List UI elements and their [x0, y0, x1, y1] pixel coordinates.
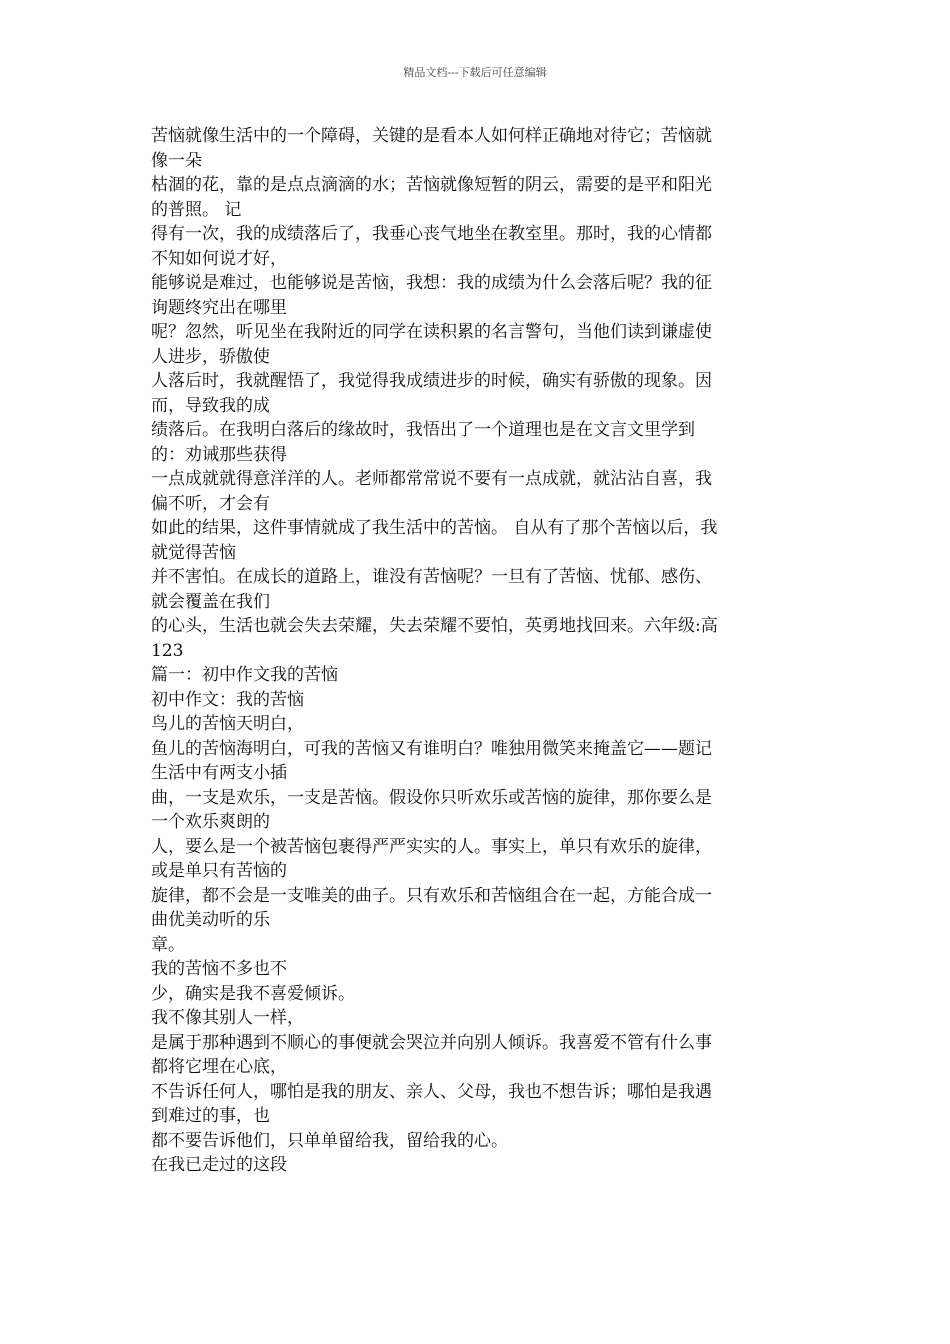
text-line: 生活中有两支小插	[151, 763, 287, 783]
text-line: 123	[151, 640, 184, 661]
text-line: 旋律，都不会是一支唯美的曲子。只有欢乐和苦恼组合在一起，方能合成一	[151, 885, 712, 906]
text-line: 一个欢乐爽朗的	[151, 812, 270, 832]
text-line: 或是单只有苦恼的	[151, 861, 287, 881]
text-line: 到难过的事，也	[151, 1106, 270, 1126]
text-line: 人落后时，我就醒悟了，我觉得我成绩进步的时候，确实有骄傲的现象。因	[151, 371, 712, 391]
text-line: 不告诉任何人，哪怕是我的朋友、亲人、父母，我也不想告诉；哪怕是我遇	[151, 1081, 712, 1102]
page-header: 精品文档---下载后可任意编辑	[403, 66, 547, 79]
text-line: 并不害怕。在成长的道路上，谁没有苦恼呢？一旦有了苦恼、忧郁、感伤、	[151, 567, 712, 587]
text-line: 如此的结果，这件事情就成了我生活中的苦恼。 自从有了那个苦恼以后，我	[151, 518, 718, 538]
text-line: 绩落后。在我明白落后的缘故时，我悟出了一个道理也是在文言文里学到	[151, 420, 695, 440]
text-line: 枯涸的花，靠的是点点滴滴的水；苦恼就像短暂的阴云，需要的是平和阳光	[151, 175, 712, 195]
text-line: 就觉得苦恼	[151, 542, 236, 563]
text-line: 曲，一支是欢乐，一支是苦恼。假设你只听欢乐或苦恼的旋律，那你要么是	[151, 787, 712, 808]
text-line: 鸟儿的苦恼天明白，	[151, 714, 304, 734]
section-title: 篇一：初中作文我的苦恼	[151, 665, 338, 685]
text-line: 是属于那种遇到不顺心的事便就会哭泣并向别人倾诉。我喜爱不管有什么事	[151, 1032, 712, 1053]
text-line: 我的苦恼不多也不	[151, 959, 287, 979]
essay-title: 初中作文：我的苦恼	[151, 689, 304, 710]
text-line: 一点成就就得意洋洋的人。老师都常常说不要有一点成就，就沾沾自喜，我	[151, 469, 712, 489]
text-line: 的心头，生活也就会失去荣耀，失去荣耀不要怕，英勇地找回来。六年级:高	[151, 616, 718, 636]
text-line: 都不要告诉他们，只单单留给我，留给我的心。	[151, 1130, 508, 1151]
text-line: 能够说是难过，也能够说是苦恼，我想：我的成绩为什么会落后呢？我的征	[151, 273, 712, 293]
text-line: 而，导致我的成	[151, 395, 270, 416]
text-line: 询题终究出在哪里	[151, 297, 287, 318]
text-line: 人，要么是一个被苦恼包裹得严严实实的人。事实上，单只有欢乐的旋律，	[151, 836, 712, 857]
text-line: 曲优美动听的乐	[151, 910, 270, 930]
document-body	[151, 124, 801, 1178]
text-line: 的普照。 记	[151, 199, 242, 220]
text-line: 都将它埋在心底，	[151, 1057, 287, 1077]
text-line: 得有一次，我的成绩落后了，我垂心丧气地坐在教室里。那时，我的心情都	[151, 224, 712, 244]
text-line: 少，确实是我不喜爱倾诉。	[151, 983, 355, 1004]
text-line: 我不像其别人一样，	[151, 1008, 304, 1028]
text-line: 在我已走过的这段	[151, 1155, 287, 1175]
text-line: 的：劝诫那些获得	[151, 444, 287, 465]
text-line: 人进步，骄傲使	[151, 346, 270, 367]
text-line: 呢？忽然，听见坐在我附近的同学在读积累的名言警句，当他们读到谦虚使	[151, 322, 712, 342]
text-line: 就会覆盖在我们	[151, 591, 270, 612]
text-line: 苦恼就像生活中的一个障碍，关键的是看本人如何样正确地对待它；苦恼就	[151, 126, 712, 146]
text-line: 偏不听，才会有	[151, 493, 270, 514]
text-line: 不知如何说才好，	[151, 248, 287, 269]
text-line: 章。	[151, 934, 185, 955]
text-line: 鱼儿的苦恼海明白，可我的苦恼又有谁明白？唯独用微笑来掩盖它——题记	[151, 738, 712, 759]
text-line: 像一朵	[151, 150, 202, 171]
